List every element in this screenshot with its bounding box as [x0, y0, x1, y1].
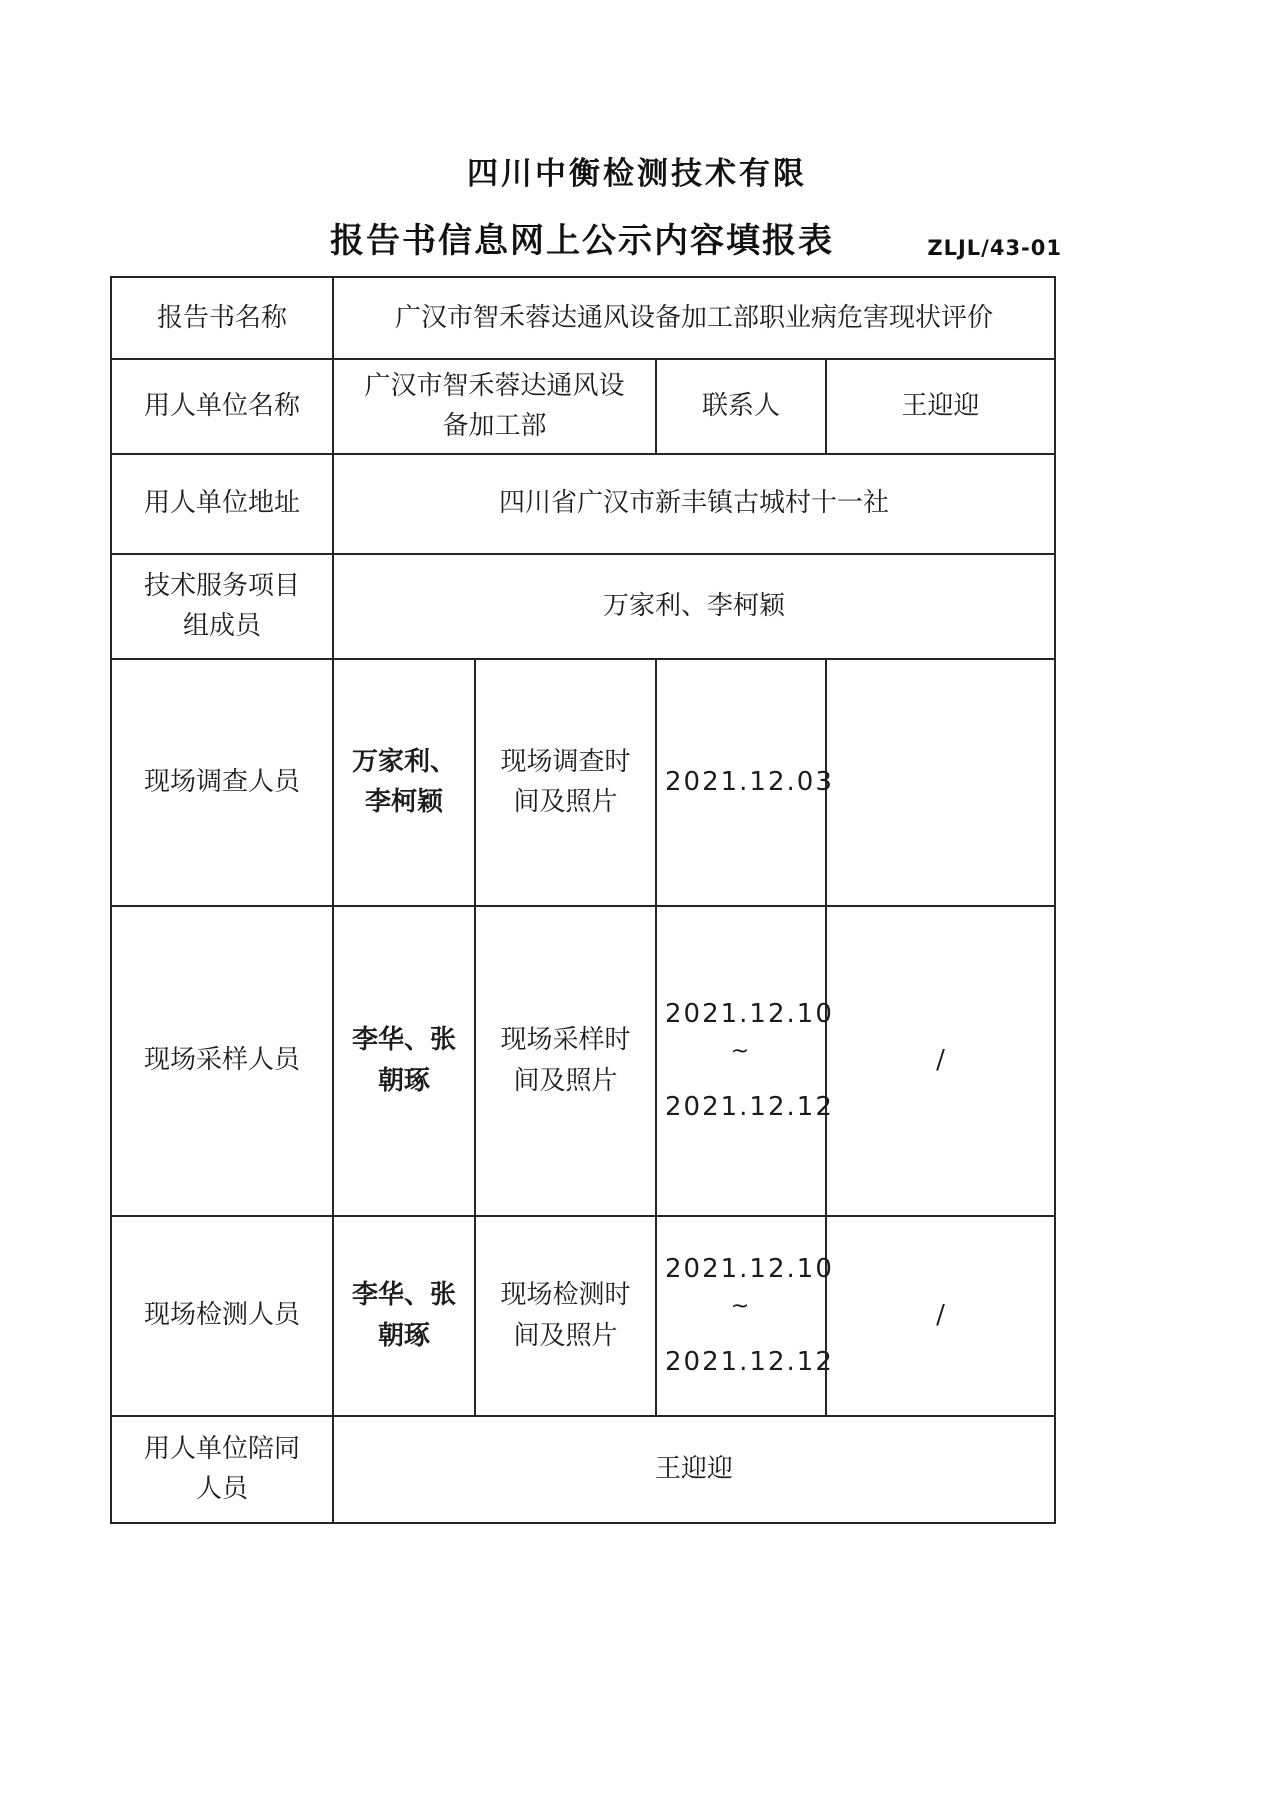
- date-start: 2021.12.10: [665, 1254, 834, 1285]
- site-survey-personnel: 万家利、李柯颖: [333, 659, 475, 906]
- row-site-survey: [111, 659, 1055, 906]
- row-site-sampling: [111, 906, 1055, 1216]
- employer-address-value: 四川省广汉市新丰镇古城村十一社: [333, 454, 1055, 554]
- row-report-name: [111, 277, 1055, 359]
- site-sampling-time-label: 现场采样时间及照片: [475, 906, 656, 1216]
- site-survey-label: 现场调查人员: [111, 659, 333, 906]
- row-employer-address: [111, 454, 1055, 554]
- site-survey-photo: [826, 659, 1055, 906]
- site-survey-time-label: 现场调查时间及照片: [475, 659, 656, 906]
- date-end: 2021.12.12: [665, 1346, 834, 1377]
- row-project-team: [111, 554, 1055, 659]
- contact-label: 联系人: [656, 359, 826, 454]
- accompanying-label: 用人单位陪同人员: [111, 1416, 333, 1523]
- project-team-label: 技术服务项目组成员: [111, 554, 333, 659]
- site-testing-label: 现场检测人员: [111, 1216, 333, 1416]
- report-info-table: [110, 276, 1056, 1524]
- company-title: 四川中衡检测技术有限: [467, 156, 807, 192]
- document-content: [110, 0, 1062, 1524]
- site-sampling-label: 现场采样人员: [111, 906, 333, 1216]
- accompanying-value: 王迎迎: [333, 1416, 1055, 1523]
- report-name-value: 广汉市智禾蓉达通风设备加工部职业病危害现状评价: [333, 277, 1055, 359]
- date-separator: ~: [730, 1293, 752, 1319]
- form-title-row: [110, 213, 1062, 262]
- report-name-label: 报告书名称: [111, 277, 333, 359]
- employer-name-value: 广汉市智禾蓉达通风设备加工部: [333, 359, 656, 454]
- employer-address-label: 用人单位地址: [111, 454, 333, 554]
- form-code: ZLJL/43-01: [927, 236, 1062, 260]
- site-testing-personnel: 李华、张朝琢: [333, 1216, 475, 1416]
- site-survey-date: [656, 659, 834, 906]
- project-team-value: 万家利、李柯颖: [333, 554, 1055, 659]
- contact-value: 王迎迎: [826, 359, 1055, 454]
- site-sampling-personnel: 李华、张朝琢: [333, 906, 475, 1216]
- site-testing-time-label: 现场检测时间及照片: [475, 1216, 656, 1416]
- site-testing-date: [656, 1216, 834, 1416]
- employer-name-label: 用人单位名称: [111, 359, 333, 454]
- form-title: 报告书信息网上公示内容填报表: [330, 221, 834, 261]
- date-start: 2021.12.10: [665, 999, 834, 1030]
- row-accompanying: [111, 1416, 1055, 1523]
- row-site-testing: [111, 1216, 1055, 1416]
- date-end: 2021.12.12: [665, 1091, 834, 1122]
- row-employer-name: [111, 359, 1055, 454]
- date-separator: ~: [730, 1038, 752, 1064]
- site-testing-photo: /: [826, 1216, 1055, 1416]
- site-sampling-photo: /: [826, 906, 1055, 1216]
- date-start: 2021.12.03: [665, 766, 834, 797]
- site-sampling-date: [656, 906, 834, 1216]
